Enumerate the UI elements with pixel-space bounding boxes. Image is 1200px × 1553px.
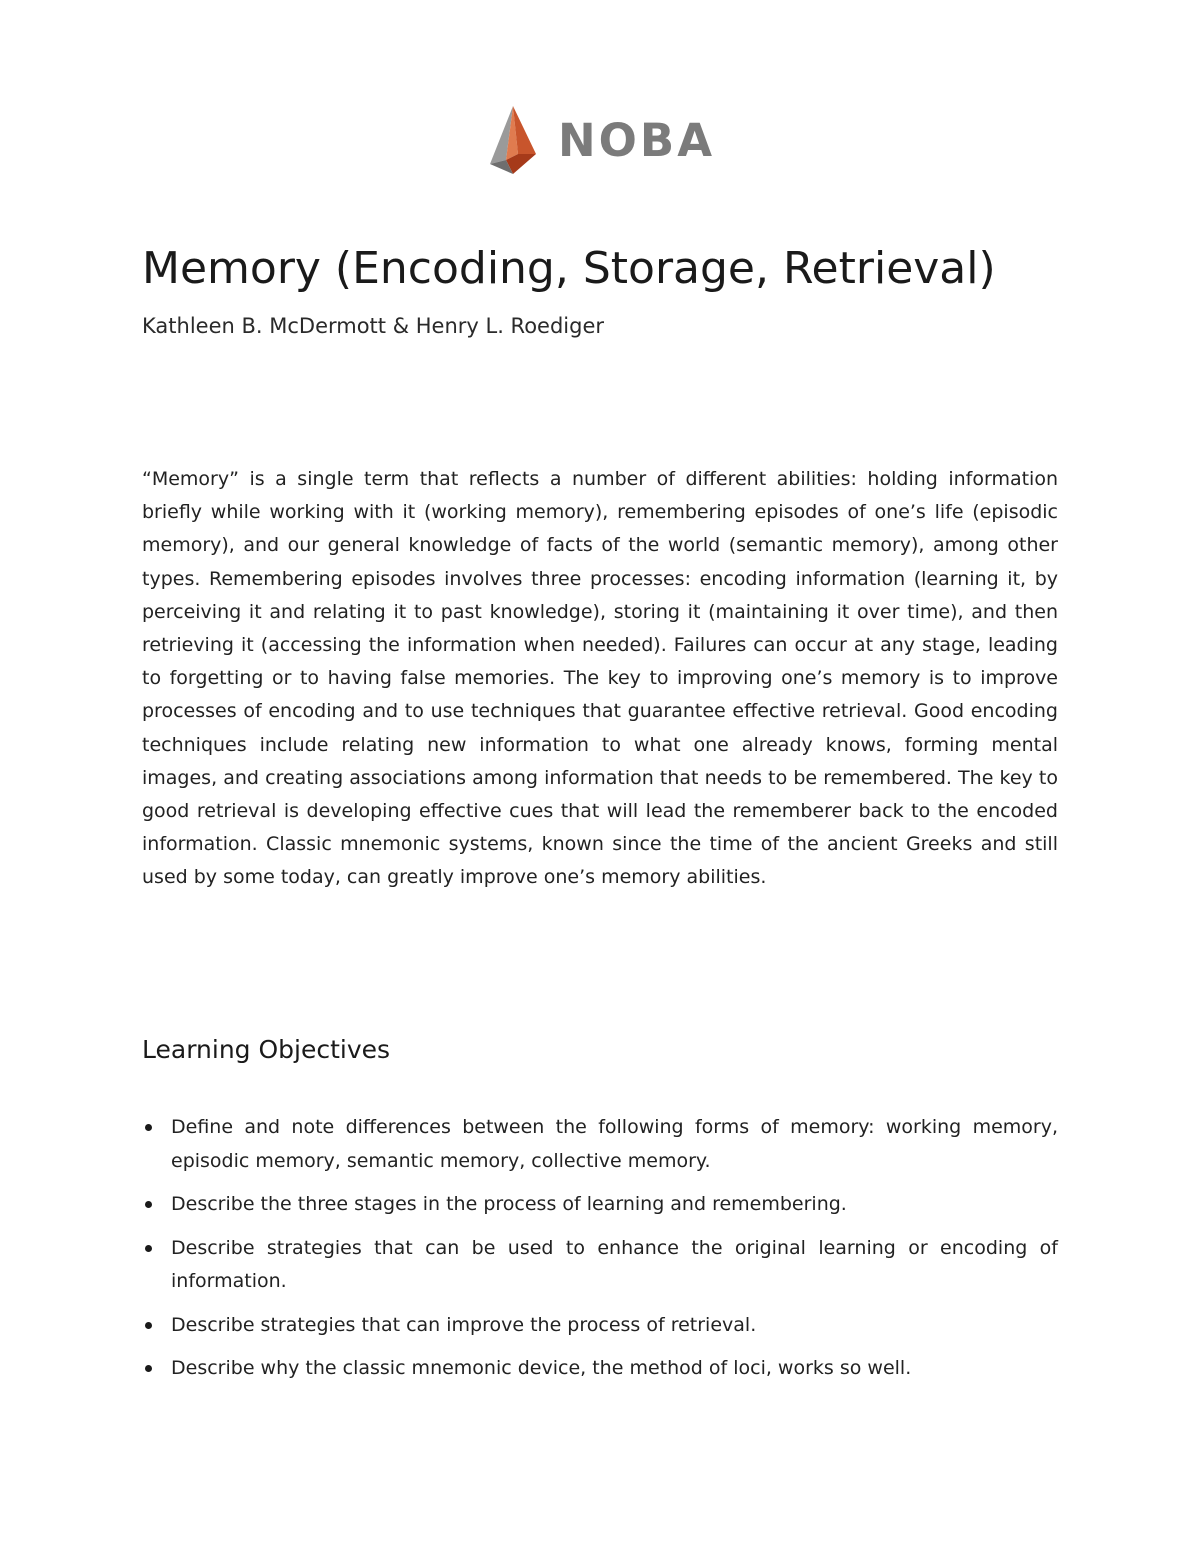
bullet-icon [145,1365,152,1372]
list-item-text: Describe strategies that can be used to enhance the original learning or encoding of information. [171,1236,1058,1292]
bullet-icon [145,1201,152,1208]
noba-flame-logo-icon [488,104,538,176]
list-item-text: Define and note differences between the following forms of memory: working memory, episodic memory, semantic memory, collective memory. [171,1116,1058,1172]
abstract-paragraph: “Memory” is a single term that reflects a number of different abilities: holding information briefly while working with it (working memory), remembering episodes of one’s life (episodic memory), and our general knowledge of facts of the world (semantic memory), among other types. Remembering episodes involves three processes: encoding information (learning it, by perceiving it and relating it to past knowledge), storing it (maintaining it over time), and then retrieving it (accessing the information when needed). Failures can occur at any stage, leading to forgetting or to having false memories. The key to improving one’s memory is to improve processes of encoding and to use techniques that guarantee effective retrieval. Good encoding techniques include relating new information to what one already knows, forming mental images, and creating associations among information that needs to be remembered. The key to good retrieval is developing effective cues that will lead the rememberer back to the encoded information. Classic mnemonic systems, known since the time of the ancient Greeks and still used by some today, can greatly improve one’s memory abilities. [142,468,1058,889]
list-item-text: Describe strategies that can improve the process of retrieval. [171,1313,757,1336]
document-title: Memory (Encoding, Storage, Retrieval) [142,243,996,294]
logo-wordmark: NOBA [558,113,716,167]
list-item [142,1232,1058,1299]
list-item [142,1111,1058,1178]
bullet-icon [145,1245,152,1252]
list-item-text: Describe why the classic mnemonic device, the method of loci, works so well. [171,1357,912,1379]
list-item [142,1309,1058,1343]
list-item-text: Describe the three stages in the process of learning and remembering. [171,1193,847,1215]
noba-logo [488,104,715,176]
learning-objectives-list [142,1111,1058,1396]
bullet-icon [145,1322,152,1329]
authors: Kathleen B. McDermott & Henry L. Roediger [142,314,605,338]
list-item [142,1188,1058,1222]
learning-objectives-heading: Learning Objectives [142,1035,391,1064]
list-item [142,1352,1058,1386]
bullet-icon [145,1124,152,1131]
